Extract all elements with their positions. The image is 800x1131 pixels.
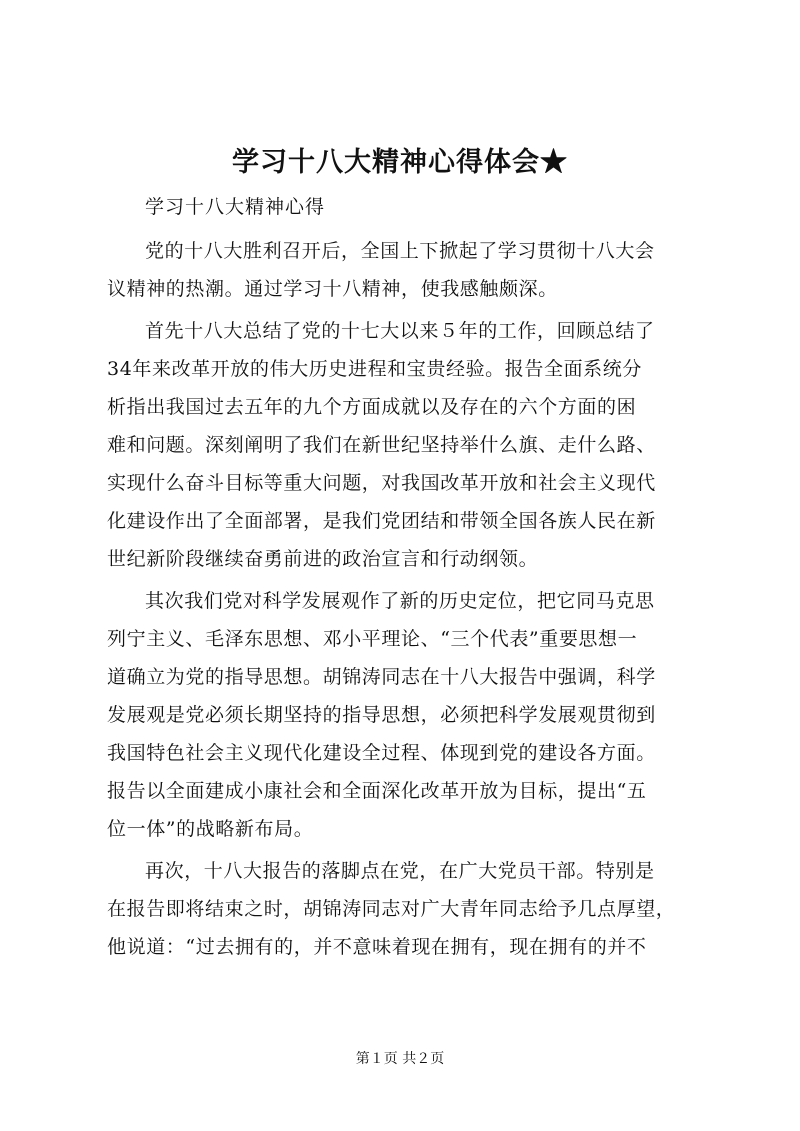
paragraph-line: 列宁主义、毛泽东思想、邓小平理论、“三个代表”重要思想一 xyxy=(107,628,638,650)
paragraph-line: 我国特色社会主义现代化建设全过程、体现到党的建设各方面。 xyxy=(107,742,656,764)
paragraph-list xyxy=(107,232,707,966)
document-title: 学习十八大精神心得体会★ xyxy=(232,147,568,178)
paragraph-line: 实现什么奋斗目标等重大问题，对我国改革开放和社会主义现代 xyxy=(107,472,656,494)
paragraph-line: 世纪新阶段继续奋勇前进的政治宣言和行动纲领。 xyxy=(107,548,539,570)
paragraph-line: 报告以全面建成小康社会和全面深化改革开放为目标，提出“五 xyxy=(107,780,647,802)
paragraph-line: 34年来改革开放的伟大历史进程和宝贵经验。报告全面系统分 xyxy=(107,358,642,380)
document-subtitle: 学习十八大精神心得 xyxy=(145,196,326,218)
paragraph-line: 位一体”的战略新布局。 xyxy=(107,818,314,840)
paragraph xyxy=(107,232,707,308)
paragraph-line: 其次我们党对科学发展观作了新的历史定位，把它同马克思 xyxy=(145,590,655,612)
paragraph xyxy=(107,312,707,578)
document-body xyxy=(107,188,707,970)
page-footer: 第１页 共２页 xyxy=(355,1051,445,1067)
paragraph-line: 党的十八大胜利召开后，全国上下掀起了学习贯彻十八大会 xyxy=(145,240,655,262)
paragraph-line: 再次，十八大报告的落脚点在党，在广大党员干部。特别是 xyxy=(145,860,655,882)
paragraph-line: 难和问题。深刻阐明了我们在新世纪坚持举什么旗、走什么路、 xyxy=(107,434,656,456)
paragraph xyxy=(107,852,707,966)
paragraph-line: 他说道：“过去拥有的，并不意味着现在拥有，现在拥有的并不 xyxy=(107,936,647,958)
paragraph-line: 在报告即将结束之时，胡锦涛同志对广大青年同志给予几点厚望， xyxy=(107,898,676,920)
paragraph-line: 发展观是党必须长期坚持的指导思想，必须把科学发展观贯彻到 xyxy=(107,704,656,726)
paragraph-line: 首先十八大总结了党的十七大以来５年的工作，回顾总结了 xyxy=(145,320,655,342)
paragraph-line: 道确立为党的指导思想。胡锦涛同志在十八大报告中强调，科学 xyxy=(107,666,656,688)
paragraph xyxy=(107,582,707,848)
paragraph-line: 化建设作出了全面部署，是我们党团结和带领全国各族人民在新 xyxy=(107,510,656,532)
paragraph-line: 议精神的热潮。通过学习十八精神，使我感触颇深。 xyxy=(107,278,558,300)
paragraph-line: 析指出我国过去五年的九个方面成就以及存在的六个方面的困 xyxy=(107,396,637,418)
